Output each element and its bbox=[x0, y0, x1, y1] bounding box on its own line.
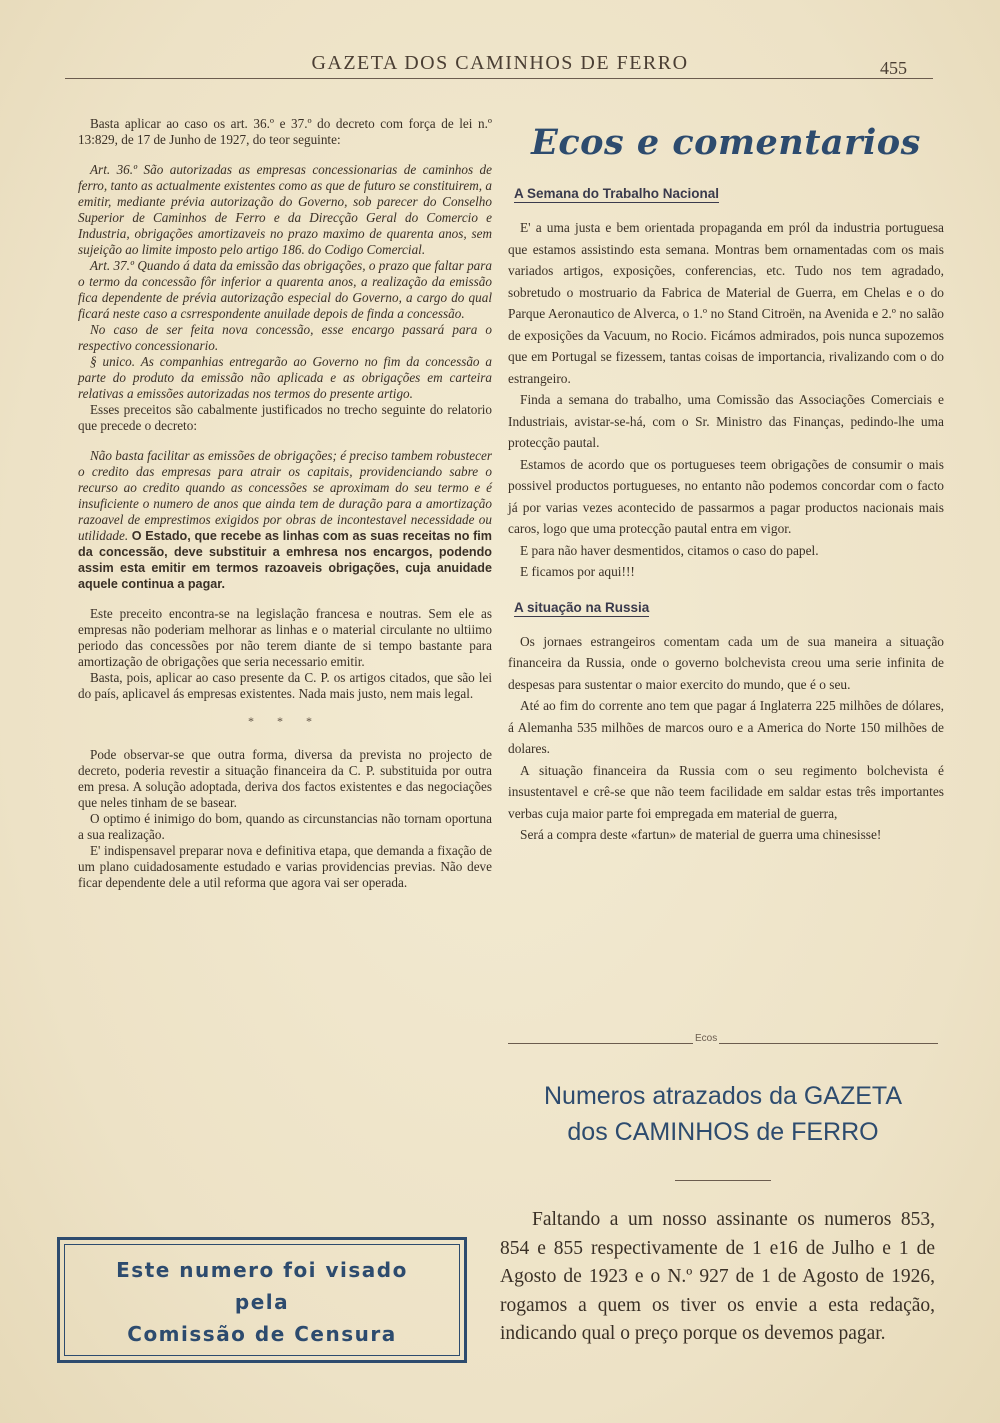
notice-title bbox=[508, 1078, 938, 1150]
section-title: Ecos e comentarios bbox=[531, 122, 921, 163]
divider-ornament: Ecos bbox=[695, 1033, 718, 1044]
column-divider-rule bbox=[508, 1043, 938, 1044]
paragraph: E para não haver desmentidos, citamos o caso do papel. bbox=[520, 542, 819, 558]
paragraph: Até ao fim do corrente ano tem que pagar á Inglaterra 225 milhões de dólares, á Alemanha 535 milhões de marcos ouro e a America do Norte 150 milhões de dolares. bbox=[508, 698, 944, 756]
notice-title-line-2: dos CAMINHOS de FERRO bbox=[567, 1118, 879, 1146]
header-rule bbox=[65, 78, 933, 79]
paragraph: Basta aplicar ao caso os art. 36.º e 37.º do decreto com força de lei n.º 13:829, de 17 de Junho de 1927, do teor seguinte: bbox=[78, 116, 492, 147]
heading-semana-trabalho: A Semana do Trabalho Nacional bbox=[514, 186, 720, 201]
notice-body bbox=[500, 1206, 935, 1349]
paragraph-art-37: Art. 37.º Quando á data da emissão das obrigações, o prazo que faltar para o termo da concessão fôr inferior a quarenta anos, a realização da emissão fica dependente de prévia autorização especial do Governo, a cargo do qual ficará neste caso a csrrespondente anuilade depois de finda a concessão. bbox=[78, 258, 492, 321]
censorship-line-3: Comissão de Censura bbox=[127, 1322, 397, 1346]
paragraph: Esses preceitos são cabalmente justificados no trecho seguinte do relatorio que precede o decreto: bbox=[78, 402, 492, 433]
paragraph: E' indispensavel preparar nova e definitiva etapa, que demanda a fixação de um plano cuidadosamente estudado e varias providencias previas. Não deve ficar dependente dele a util reforma que agora vai ser operada. bbox=[78, 843, 492, 890]
notice-paragraph: Faltando a um nosso assinante os numeros 853, 854 e 855 respectivamente de 1 e16 de Julho e 1 de Agosto de 1923 e o N.º 927 de 1 de Agosto de 1926, rogamos a quem os tiver os envie a esta redação, indicando qual o preço porque os devemos pagar. bbox=[500, 1209, 935, 1344]
censorship-line-1: Este numero foi visado bbox=[116, 1258, 408, 1282]
paragraph: Finda a semana do trabalho, uma Comissão das Associações Comerciais e Industriais, avistar-se-há, com o Sr. Ministro das Finanças, pedindo-lhe uma protecção pautal. bbox=[508, 392, 944, 450]
quote-italic: Não basta facilitar as emissões de obrigações; é preciso tambem robustecer o credito das empresas para atrair os capitais, providenciando sabre o recurso ao credito quando as concessões se aproximam do seu termo e é insuficiente o numero de anos que ainda tem de duração para a amortização razoavel de emprestimos exigidos por obras de incontestavel necessidade ou utilidade. bbox=[78, 448, 492, 543]
censorship-text bbox=[60, 1254, 464, 1350]
paragraph: E' a uma justa e bem orientada propaganda em pról da industria portuguesa que estamos assistindo esta semana. Montras bem ornamentadas com os mais variados artigos, exposições, conferencias, etc. Tudo nos tem agradado, sobretudo o mostruario da Fabrica de Material de Guerra, em Chelas e o do Parque Aeronautico de Alverca, o 1.º no Stand Citroën, na Avenida e 2.º no salão de exposições da Vacuum, no Rocio. Ficámos admirados, pois nunca supozemos que em Portugal se fizessem, tantas coisas de importancia, rivalizando com o do estrangeiro. bbox=[508, 220, 944, 386]
censorship-box bbox=[57, 1237, 467, 1363]
paragraph-quote bbox=[78, 448, 492, 592]
paragraph-unico: § unico. As companhias entregarão ao Governo no fim da concessão a parte do produto da emissão não aplicada e as obrigações em carteira relativas a emissões autorizadas nos termos do presente artigo. bbox=[78, 354, 492, 401]
notice-rule bbox=[675, 1180, 771, 1181]
left-column bbox=[78, 116, 492, 891]
paragraph: Estamos de acordo que os portugueses teem obrigações de consumir o mais possivel productos portugueses, no entanto não podemos concordar com o facto já por varias vezes acontecido de passarmos a pagar productos nacionais mais caros, logo que uma protecção pautal entra em vigor. bbox=[508, 456, 944, 536]
censorship-line-2: pela bbox=[234, 1290, 290, 1314]
notice-title-line-1: Numeros atrazados da GAZETA bbox=[543, 1082, 902, 1110]
paragraph: A situação financeira da Russia com o seu regimento bolchevista é insustentavel e crê-se que não teem facilidade em saldar estas três importantes verbas cuja maior parte foi empregada em material de guerra, bbox=[508, 762, 944, 821]
paragraph: O optimo é inimigo do bom, quando as circunstancias não tornam oportuna a sua realização. bbox=[78, 811, 492, 842]
paragraph: No caso de ser feita nova concessão, esse encargo passará para o respectivo concessionario. bbox=[78, 322, 492, 353]
paragraph: E ficamos por aqui!!! bbox=[520, 564, 635, 579]
paragraph: Pode observar-se que outra forma, diversa da prevista no projecto de decreto, poderia revestir a situação financeira da C. P. substituida por outra em presa. A solução adoptada, deriva dos factos existentes e das negociações que neles tinham de se basear. bbox=[78, 747, 492, 810]
header-title: GAZETA DOS CAMINHOS DE FERRO bbox=[311, 52, 689, 74]
page-number: 455 bbox=[880, 58, 907, 78]
paragraph: Será a compra deste «fartun» de material de guerra uma chinesisse! bbox=[520, 827, 882, 842]
paragraph: Este preceito encontra-se na legislação francesa e noutras. Sem ele as empresas não poderiam melhorar as linhas e o material circulante no ultiimo periodo das concessões por não terem diante de si tempo bastante para amortização de obrigações que seria necessario emitir. bbox=[78, 606, 492, 669]
right-column bbox=[508, 116, 944, 846]
section-separator: * * * bbox=[248, 714, 322, 728]
heading-situacao-russia: A situação na Russia bbox=[514, 599, 650, 615]
paragraph-art-36: Art. 36.º São autorizadas as empresas concessionarias de caminhos de ferro, tanto as actualmente existentes como as que de futuro se constituirem, a emitir, mediante prévia autorização do Governo, sob parecer do Conselho Superior de Caminhos de Ferro e da Direcção Geral do Comercio e Industria, obrigações amortizaveis no prazo maximo de quarenta anos, sem sujeição ao limite imposto pelo artigo 186. do Codigo Comercial. bbox=[78, 162, 492, 257]
paragraph: Basta, pois, aplicar ao caso presente da C. P. os artigos citados, que são lei do país, aplicavel ás empresas existentes. Nada mais justo, nem mais legal. bbox=[78, 670, 492, 701]
paragraph: Os jornaes estrangeiros comentam cada um de sua maneira a situação financeira da Russia, onde o governo bolchevista creou uma serie infinita de despesas para sustentar o maior exercito do mundo, que é o seu. bbox=[508, 633, 944, 692]
quote-bold: O Estado, que recebe as linhas com as suas receitas no fim da concessão, deve substituir a emhresa nos encargos, podendo assim esta emitir em termos razoaveis obrigações, cuja anuidade aquele continua a pagar. bbox=[78, 529, 493, 591]
